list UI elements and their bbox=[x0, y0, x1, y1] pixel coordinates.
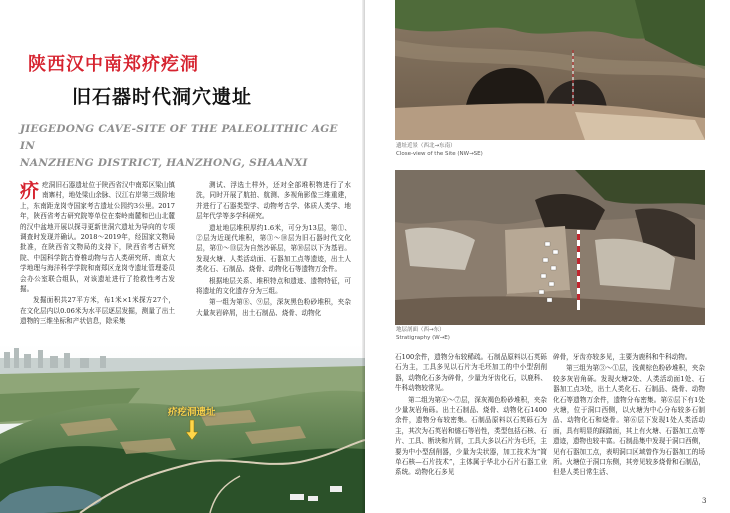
title-chinese-line-1: 陕西汉中南郑疥疙洞 bbox=[28, 54, 199, 75]
paragraph: 石100余件，遗物分布较稀疏。石制品原料以石英砾石为主，工具多见以石片为毛坯加工的中小型刮削器，动物化石多为碎骨，少量为牙齿化石，以鹿科、牛科动物较常见。 bbox=[395, 353, 547, 393]
paragraph: 发掘面积共27平方米，布1米×1米探方27个，在文化层内以0.06米为水平层逐层发掘，测量了出土遗物的三维坐标和产状信息，除采集 bbox=[20, 296, 175, 326]
title-chinese-line-2: 旧石器时代洞穴遗址 bbox=[72, 86, 253, 108]
title-english-line-2: NANZHENG DISTRICT, HANZHONG, SHAANXI bbox=[20, 157, 308, 169]
right-body-column-2 bbox=[553, 352, 705, 479]
paragraph: 碎骨，牙齿亦较多见，主要为鹿科和牛科动物。 bbox=[553, 353, 692, 361]
right-body-column-1 bbox=[395, 352, 547, 479]
photo1-caption bbox=[396, 143, 483, 158]
photo2-caption-en: Stratigraphy (W→E) bbox=[396, 334, 450, 341]
paragraph bbox=[20, 180, 175, 294]
photo2-caption bbox=[396, 327, 450, 342]
aerial-landscape-illustration bbox=[0, 344, 365, 513]
photo1-caption-en: Close-view of the Site (NW→SE) bbox=[396, 150, 483, 157]
paragraph: 第三组为第③～①层，浅黄棕色粉砂堆积，夹杂较多灰岩角砾。发现火塘2处、人类活动面1处、石器加工点3处，出土人类化石、石制品、烧骨、动物化石等遗物万余件，遗物分布密集。第⑥层下有1处火塘，位于洞口西侧，以火塘为中心分布较多石制品、动物化石和烧骨。第⑥层下发现1处人类活动面，具有明显的踩踏面，其上有火塘、石器加工点等遗迹，遗物也较丰富。石制品集中发现于洞口西侧，见有石器加工点，表明洞口区域曾作为石器加工的场所。火塘位于洞口东侧，其旁见较多烧骨和石制品，但是人类日常生活、 bbox=[553, 364, 705, 477]
paragraph: 第一组为第⑧、⑨层，深灰黑色粉砂堆积，夹杂大量灰岩碎屑，出土石制品、烧骨、动物化 bbox=[196, 298, 351, 317]
aerial-photo bbox=[0, 344, 365, 513]
paragraph-text: 疙洞旧石器遗址位于陕西省汉中南郑区梁山镇南寨村，地处梁山余脉、汉江右岸第三级阶地上，东南距龙岗寺国家考古遗址公园约3公里。2017年，陕西省考古研究院等单位在秦岭南麓和巴山北麓的汉中盆地开展以探寻更新世洞穴遗址为导向的专项调查时发现并确认。2018～2019年，经国家文物局批准，在陕西省文物局的支持下，陕西省考古研究院、中国科学院古脊椎动物与古人类研究所、南京大学地理与海洋科学学院和南郑区龙岗寺遗址管理委员会办公室联合组队，对该遗址进行了抢救性考古发掘。 bbox=[20, 181, 175, 294]
cave-close-view-photo bbox=[395, 0, 705, 140]
right-page bbox=[365, 0, 730, 513]
paragraph: 遗址地层堆积厚约1.6米，可分为13层，第①、②层为近现代堆积，第③～⑩层为旧石器时代文化层，第⑪～⑬层为自然沙砾层，第⑩层以下为基岩。发现火塘、人类活动面、石器加工点等遗迹，出土人类化石、石制品、烧骨、动物化石等遗物万余件。 bbox=[196, 223, 351, 274]
left-body-column-2 bbox=[196, 180, 351, 319]
paragraph: 第二组为第④～⑦层，深灰褐色粉砂堆积，夹杂少量灰岩角砾。出土石制品、烧骨、动物化石1400余件，遗物分布较密集。石制品原料以石英砾石为主，其次为石英岩和燧石等岩性，类型包括石核、石片、工具、断块和片屑，工具大多以石片为毛坯，主要为中小型刮削器，少量为尖状器，加工技术为“简单石核—石片技术”，主体属于华北小石片石器工业系统。动物化石多见 bbox=[395, 395, 547, 477]
paragraph: 测试、浮选土样外，还对全部堆积物进行了水洗，同时开展了航拍、航测、多视角影像三维重建，并进行了石器类型学、动物考古学、体质人类学、地层年代学等多学科研究。 bbox=[196, 181, 351, 221]
photo1-caption-cn: 遗址近景（西北→东南） bbox=[396, 143, 456, 149]
page-number: 3 bbox=[702, 497, 707, 505]
aerial-site-label: 疥疙洞遗址 bbox=[168, 407, 216, 418]
drop-cap: 疥 bbox=[20, 180, 40, 202]
stratigraphy-illustration bbox=[395, 170, 705, 325]
cave-exterior-illustration bbox=[395, 0, 705, 140]
paragraph: 根据地层关系、堆积特点和遗迹、遗物特征，可将遗址的文化遗存分为三组。 bbox=[196, 276, 351, 296]
title-english-line-1: JIEGEDONG CAVE-SITE OF THE PALEOLITHIC AGE IN bbox=[20, 123, 338, 152]
left-body-column-1 bbox=[20, 180, 175, 328]
stratigraphy-photo bbox=[395, 170, 705, 325]
title-english bbox=[20, 121, 350, 172]
photo2-caption-cn: 地层剖面（西→东） bbox=[396, 327, 445, 333]
